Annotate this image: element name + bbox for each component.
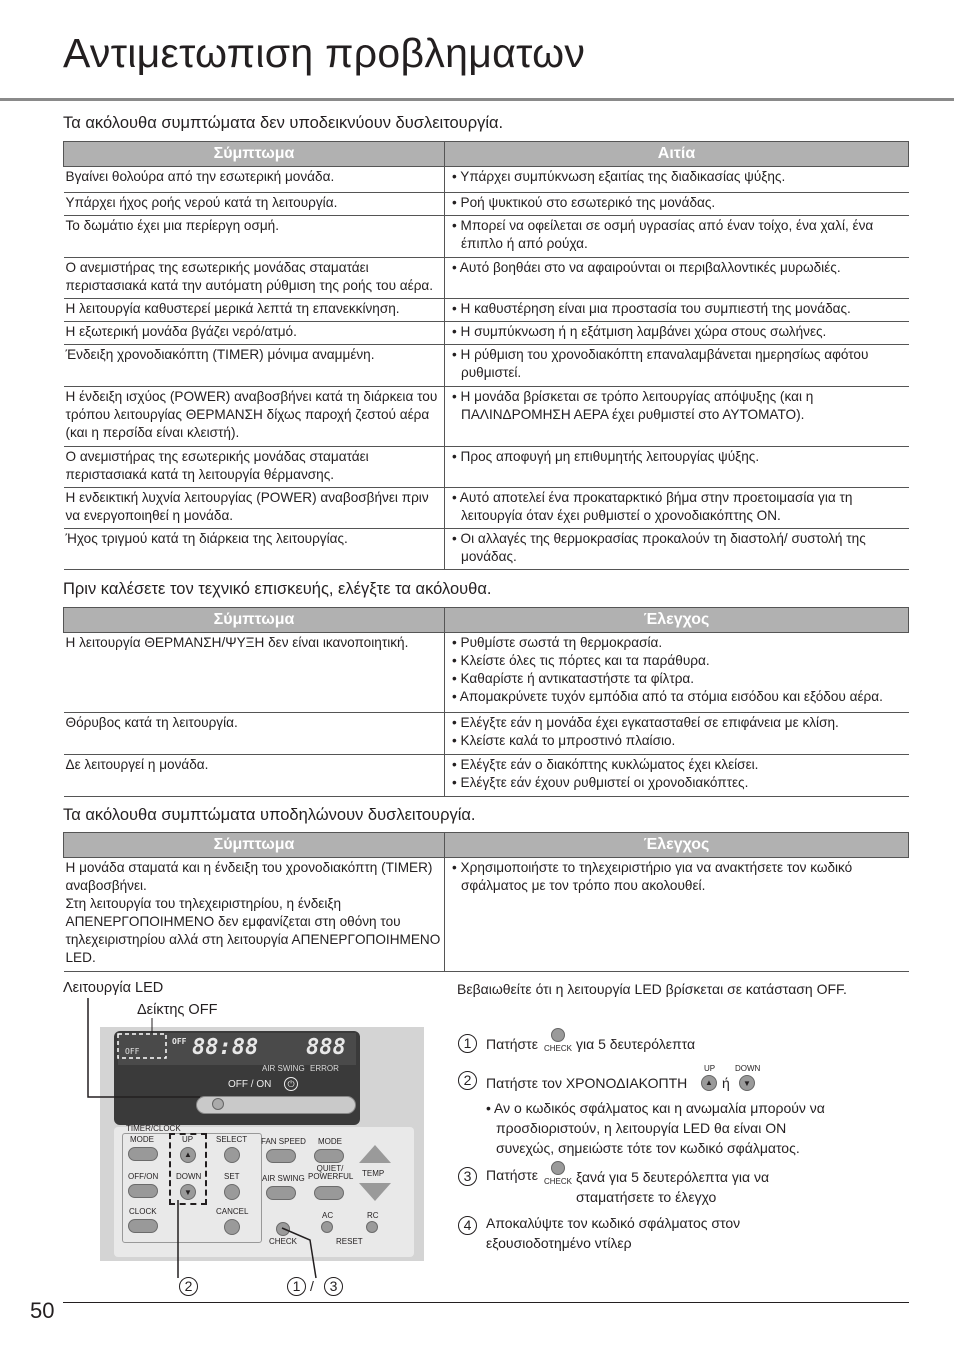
step-2-up-label: UP [704,1064,716,1073]
cause-cell [445,529,909,570]
key-label-select: SELECT [216,1135,248,1144]
key-label-mode: MODE [130,1135,154,1144]
col-symptom: Σύμπτωμα [64,833,445,858]
col-cause: Αιτία [445,142,909,167]
cause-cell [445,258,909,299]
symptom-cell: Η λειτουργία ΘΕΡΜΑΝΣΗ/ΨΥΞΗ δεν είναι ικανοποιητική. [64,633,445,713]
key-label-quiet-powerful: QUIET/ POWERFUL [308,1164,354,1181]
check-button-icon [551,1028,565,1042]
cause-cell [445,299,909,322]
symptom-cell: Δε λειτουργεί η μονάδα. [64,755,445,797]
down-arrow-icon: ▼ [739,1075,755,1091]
key-label-rc: RC [367,1211,379,1220]
bullet-line: • Αυτό βοηθάει στο να αφαιρούνται οι περιβαλλοντικές μυρωδιές. [452,260,841,275]
table-row [64,345,909,387]
table-body [64,167,909,570]
symptom-cell: Ήχος τριγμού κατά τη διάρκεια της λειτουργίας. [64,529,445,570]
key-label-check: CHECK [269,1237,298,1246]
symptom-cell: Η λειτουργία καθυστερεί μερικά λεπτά τη επανεκκίνηση. [64,299,445,322]
callout-2: 2 [179,1277,198,1296]
callout-1: 1 [287,1277,306,1296]
symptom-cell: Το δωμάτιο έχει μια περίεργη οσμή. [64,216,445,258]
cancel-button[interactable] [224,1219,240,1235]
cause-cell [445,633,909,713]
page-title: Αντιμετωπιση προβληματων [63,30,586,76]
temp-up-button[interactable] [359,1145,391,1163]
bullet-line: • Οι αλλαγές της θερμοκρασίας προκαλούν τη διαστολή/ συστολή της μονάδας. [452,531,866,564]
key-label-up: UP [182,1135,194,1144]
col-symptom: Σύμπτωμα [64,608,445,633]
step-2-text: Πατήστε τον ΧΡΟΝΟΔΙΑΚΟΠΤΗ [486,1075,688,1091]
lcd-error: ERROR [310,1064,339,1073]
bullet-line: • Η συμπύκνωση ή η εξάτμιση λαμβάνει χώρα στους σωλήνες. [452,324,827,339]
step-2-or: ή [722,1075,730,1091]
symptom-cell: Η εξωτερική μονάδα βγάζει νερό/ατμό. [64,322,445,345]
bullet-line: • Ελέγξτε εάν η μονάδα έχει εγκατασταθεί σε επιφάνεια με κλίση. [452,715,839,730]
bullet-line: • Αυτό αποτελεί ένα προκαταρκτικό βήμα στην προετοιμασία για τη λειτουργία όταν έχει ρυθμιστεί ο χρονοδιακόπτης ON. [452,490,853,523]
clock-button[interactable] [128,1219,158,1233]
symptoms-table-3 [63,832,909,972]
key-label-temp: TEMP [362,1169,385,1178]
col-symptom: Σύμπτωμα [64,142,445,167]
power-icon: ⏻ [284,1077,298,1091]
symptoms-table-1 [63,141,909,570]
bullet-line: • Υπάρχει συμπύκνωση εξαιτίας της διαδικασίας ψύξης. [452,169,786,184]
key-label-clock: CLOCK [129,1207,157,1216]
key-label-fan-speed: FAN SPEED [261,1137,306,1146]
symptom-cell: Υπάρχει ήχος ροής νερού κατά τη λειτουργία. [64,193,445,216]
table-row [64,299,909,322]
ac-button[interactable] [321,1221,333,1233]
table-row [64,193,909,216]
table-row [64,529,909,570]
table-row [64,755,909,797]
lcd-time: 88:88 [192,1035,259,1060]
title-rule [0,98,954,101]
lcd-screen [118,1033,356,1065]
check-button-icon [551,1161,565,1175]
mode-button[interactable] [128,1147,158,1161]
lcd-temp: 888 [306,1035,346,1060]
up-arrow-icon: ▲ [701,1075,717,1091]
check-cell: • Χρησιμοποιήστε το τηλεχειριστήριο για να ανακτήσετε τον κωδικό σφάλματος με τον τρόπο που ακολουθεί. [445,858,909,972]
bullet-line: • Προς αποφυγή μη επιθυμητής λειτουργίας ψύξης. [452,449,760,464]
remote-control-illustration [100,1027,424,1261]
step-1-number: 1 [458,1034,477,1053]
steps-intro: Βεβαιωθείτε ότι η λειτουργία LED βρίσκεται σε κατάσταση OFF. [457,981,847,997]
bullet-line: • Κλείστε όλες τις πόρτες και τα παράθυρα. [452,653,710,668]
timer-off-on-button[interactable] [128,1184,158,1198]
col-check: Έλεγχος [445,833,909,858]
key-label-mode2: MODE [318,1137,342,1146]
section1-heading: Τα ακόλουθα συμπτώματα δεν υποδεικνύουν δυσλειτουργία. [63,114,504,132]
up-down-highlight [169,1133,207,1205]
page-number: 50 [30,1298,55,1323]
step-3-number: 3 [458,1167,477,1186]
step-1-post: για 5 δευτερόλεπτα [576,1036,696,1052]
table-row [64,858,909,972]
bullet-line: • Ελέγξτε εάν ο διακόπτης κυκλώματος έχει κλείσει. [452,757,759,772]
table-row [64,447,909,488]
step-1-check-label: CHECK [544,1044,573,1053]
lcd-air-swing: AIR SWING [262,1064,305,1073]
temp-down-button[interactable] [359,1183,391,1201]
key-label-off-on: OFF/ON [128,1172,159,1181]
bullet-line: • Η καθυστέρηση είναι μια προστασία του συμπιεστή της μονάδας. [452,301,851,316]
cause-cell [445,322,909,345]
off-indicator-label: Δείκτης OFF [137,1002,218,1018]
rc-button[interactable] [366,1221,378,1233]
callout-3: 3 [324,1277,343,1296]
key-label-cancel: CANCEL [216,1207,249,1216]
symptoms-table-2 [63,607,909,797]
table-row [64,713,909,755]
table-body [64,633,909,797]
bullet-line: • Η ρύθμιση του χρονοδιακόπτη επαναλαμβάνεται ημερησίως αφότου ρυθμιστεί. [452,347,869,380]
bullet-line: • Κλείστε καλά το μπροστινό πλαίσιο. [452,733,676,748]
symptom-cell: Βγαίνει θολούρα από την εσωτερική μονάδα. [64,167,445,193]
quiet-powerful-button[interactable] [314,1186,344,1200]
cause-cell [445,447,909,488]
led-mode-label: Λειτουργία LED [63,980,164,996]
cause-cell [445,387,909,447]
key-label-down: DOWN [176,1172,202,1181]
lcd-off-small: OFF [172,1037,187,1046]
cause-cell [445,167,909,193]
bullet-line: • Η μονάδα βρίσκεται σε τρόπο λειτουργίας απόψυξης (και η ΠΑΛΙΝΔΡΟΜΗΣΗ ΑΕΡΑ έχει ρυθμιστεί στο ΑΥΤΟΜΑΤΟ). [452,389,814,422]
key-label-air-swing: AIR SWING [262,1174,305,1183]
air-swing-button[interactable] [266,1186,296,1200]
symptom-cell: Ο ανεμιστήρας της εσωτερικής μονάδας σταματάει περιστασιακά κατά τη λειτουργία θέρμανσης. [64,447,445,488]
off-on-label: OFF / ON [228,1079,272,1090]
step-2-down-label: DOWN [735,1064,761,1073]
bullet-line: • Καθαρίστε ή αντικαταστήστε τα φίλτρα. [452,671,695,686]
key-label-set: SET [224,1172,240,1181]
symptom-cell: Ένδειξη χρονοδιακόπτη (TIMER) μόνιμα αναμμένη. [64,345,445,387]
cause-cell [445,488,909,529]
check-button[interactable] [276,1222,290,1236]
col-check: Έλεγχος [445,608,909,633]
callout-slash: / [310,1278,314,1294]
bullet-line: • Ρυθμίστε σωστά τη θερμοκρασία. [452,635,663,650]
lcd-off: OFF [125,1047,140,1056]
cause-cell [445,345,909,387]
set-button[interactable] [224,1184,240,1200]
bullet-line: • Ροή ψυκτικού στο εσωτερικό της μονάδας. [452,195,716,210]
bullet-line: • Μπορεί να οφείλεται σε οσμή υγρασίας από έναν τοίχο, ένα χαλί, ένα έπιπλο ή από ρούχα. [452,218,874,251]
table-row [64,258,909,299]
symptom-cell: Η μονάδα σταματά και η ένδειξη του χρονοδιακόπτη (TIMER) αναβοσβήνει. Στη λειτουργία του τηλεχειριστηρίου, η ένδειξη ΑΠΕΝΕΡΓΟΠΟΙΗΜΕΝΟ δεν εμφανίζεται στη οθόνη του τηλεχειριστηρίου αλλά στη λειτουργία ΑΠΕΝΕΡΓΟΠΟΙΗΜΕΝΟ LED. [64,858,445,972]
led-lamp [212,1098,224,1110]
step-3-check-label: CHECK [544,1177,573,1186]
table-row [64,387,909,447]
key-label-ac: AC [322,1211,334,1220]
footer-rule [63,1302,909,1303]
step-4-number: 4 [458,1216,477,1235]
step-2-bullet: • Αν ο κωδικός σφάλματος και η ανωμαλία μπορούν να προσδιοριστούν, η λειτουργία LED θα είναι ON συνεχώς, σημειώστε τότε τον κωδικό σφάλματος. [486,1100,825,1156]
key-label-timer-clock: TIMER/CLOCK [126,1124,181,1133]
cause-cell [445,713,909,755]
bullet-line: • Απομακρύνετε τυχόν εμπόδια από τα στόμια εισόδου και εξόδου αέρα. [452,689,883,704]
symptom-cell: Θόρυβος κατά τη λειτουργία. [64,713,445,755]
mode2-button[interactable] [314,1149,344,1163]
table-row [64,488,909,529]
step-4-text: Αποκαλύψτε τον κωδικό σφάλματος στον εξουσιοδοτημένο ντίλερ [486,1215,741,1251]
section2-heading: Πριν καλέσετε τον τεχνικό επισκευής, ελέγξτε τα ακόλουθα. [63,580,492,598]
step-2-number: 2 [458,1071,477,1090]
down-button[interactable]: ▼ [180,1184,196,1200]
step-3-post: ξανά για 5 δευτερόλεπτα για να σταματήσετε το έλεγχο [576,1169,770,1205]
symptom-cell: Ο ανεμιστήρας της εσωτερικής μονάδας σταματάει περιστασιακά κατά την αυτόματη ρύθμιση της ροής του αέρα. [64,258,445,299]
cause-cell [445,216,909,258]
bullet-line: • Ελέγξτε εάν έχουν ρυθμιστεί οι χρονοδιακόπτες. [452,775,749,790]
select-button[interactable] [224,1147,240,1163]
symptom-cell: Η ενδεικτική λυχνία λειτουργίας (POWER) αναβοσβήνει πριν να ενεργοποιηθεί η μονάδα. [64,488,445,529]
key-label-reset: RESET [336,1237,363,1246]
fan-speed-button[interactable] [266,1149,296,1163]
symptom-cell: Η ένδειξη ισχύος (POWER) αναβοσβήνει κατά τη διάρκεια του τρόπου λειτουργίας ΘΕΡΜΑΝΣΗ δίχως παροχή ζεστού αέρα (και η περσίδα είναι κλειστή). [64,387,445,447]
step-1-pre: Πατήστε [486,1036,538,1052]
cause-cell [445,193,909,216]
table-row [64,633,909,713]
table-row [64,167,909,193]
keypad [114,1124,414,1257]
up-button[interactable]: ▲ [180,1147,196,1163]
section3-heading: Τα ακόλουθα συμπτώματα υποδηλώνουν δυσλειτουργία. [63,806,476,824]
cause-cell [445,755,909,797]
remote-display [114,1031,360,1125]
table-row [64,322,909,345]
step-3-pre: Πατήστε [486,1167,538,1183]
table-row [64,216,909,258]
